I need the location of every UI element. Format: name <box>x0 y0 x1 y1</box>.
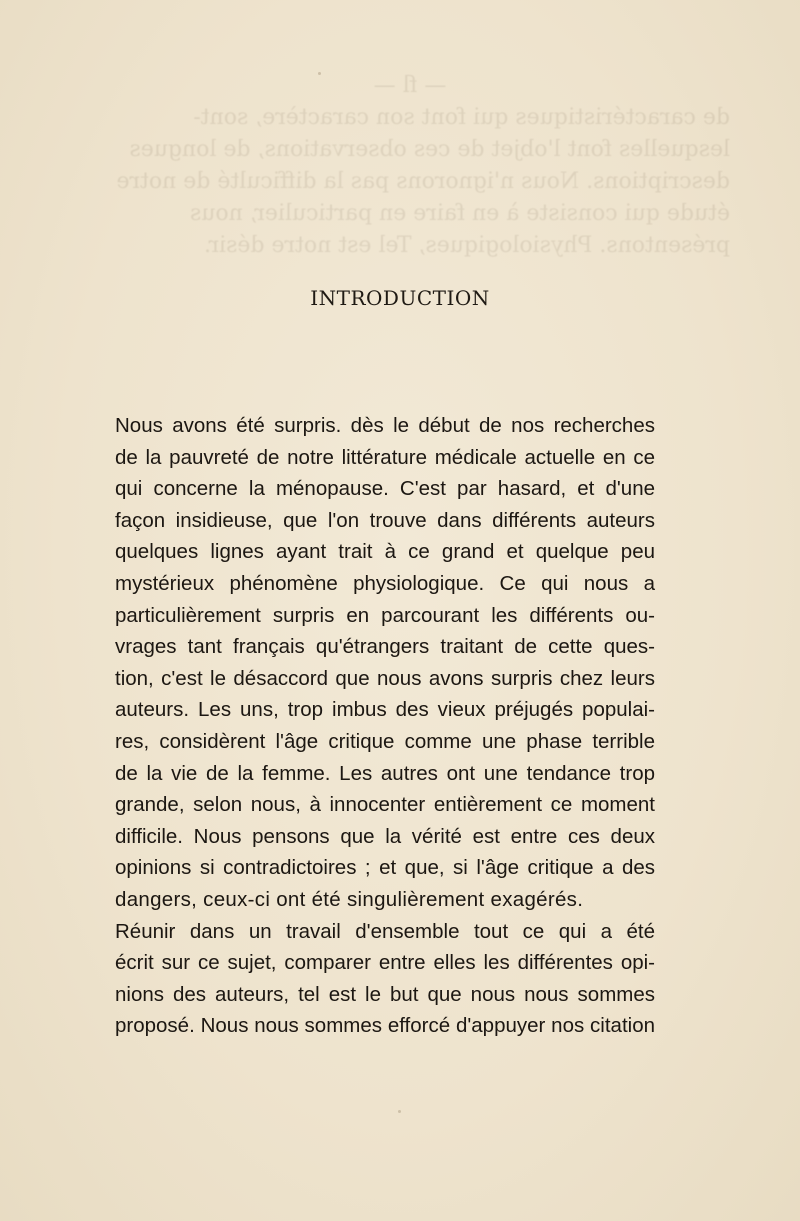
text-line: de la pauvreté de notre littérature médicale actuelle en ce <box>115 445 655 469</box>
text-line: opinions si contradictoires ; et que, si l'âge critique a des <box>115 856 655 880</box>
text-line: grande, selon nous, à innocenter entièrement ce moment <box>115 793 655 817</box>
bleed-line: de caractéristiques qui font son caractère, sont- <box>193 105 730 130</box>
text-line: façon insidieuse, que l'on trouve dans différents auteurs <box>115 508 655 532</box>
text-line: de la vie de la femme. Les autres ont une tendance trop <box>115 761 655 785</box>
bleed-line: présentons. Physiologiques, Tel est notre désir. <box>203 233 730 258</box>
text-line: nions des auteurs, tel est le but que nous nous sommes <box>115 982 655 1006</box>
text-line: particulièrement surpris en parcourant les différents ou- <box>115 603 655 627</box>
paper-speck <box>398 1110 401 1113</box>
text-line: difficile. Nous pensons que la vérité est entre ces deux <box>115 824 655 848</box>
text-line: res, considèrent l'âge critique comme une phase terrible <box>115 729 655 753</box>
text-line: mystérieux phénomène physiologique. Ce qui nous a <box>115 571 655 595</box>
text-line: qui concerne la ménopause. C'est par hasard, et d'une <box>115 477 655 501</box>
text-line: quelques lignes ayant trait à ce grand et quelque peu <box>115 540 655 564</box>
text-line: dangers, ceux-ci ont été singulièrement exagérés. <box>115 887 584 911</box>
bleed-line: — fl — <box>373 73 447 98</box>
text-line: tion, c'est le désaccord que nous avons surpris chez leurs <box>115 666 655 690</box>
paper-speck <box>318 72 321 75</box>
text-line: écrit sur ce sujet, comparer entre elles les différentes opi- <box>115 951 655 975</box>
text-line: auteurs. Les uns, trop imbus des vieux préjugés populai- <box>115 698 655 722</box>
text-line: vrages tant français qu'étrangers traitant de cette ques- <box>115 635 655 659</box>
page-title: INTRODUCTION <box>310 286 490 310</box>
bleed-line: lesquelles font l'objet de ces observations, de longues <box>129 137 730 162</box>
text-line: Nous avons été surpris. dès le début de nos recherches <box>115 414 655 437</box>
bleed-line: descriptions. Nous n'ignorons pas la difficulté de notre <box>116 169 730 194</box>
bleed-line: étude qui consiste à en faire en particulier, nous <box>189 201 730 226</box>
bleed-through-text <box>90 70 730 262</box>
text-line: proposé. Nous nous sommes efforcé d'appuyer nos citation <box>115 1014 655 1038</box>
text-line: Réunir dans un travail d'ensemble tout ce qui a été <box>115 919 655 943</box>
body-paragraph <box>115 410 655 1042</box>
